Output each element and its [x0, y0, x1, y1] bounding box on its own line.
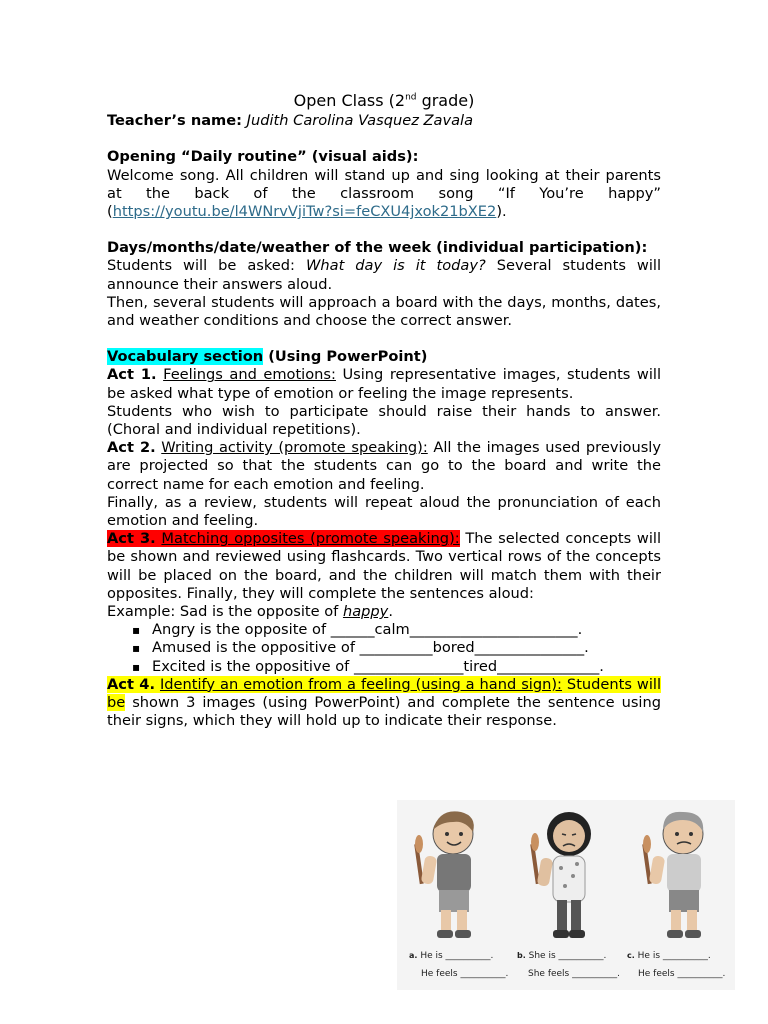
youtube-link[interactable]: https://youtu.be/l4WNrvVjiTw?si=feCXU4jxok21bXE2: [112, 203, 497, 221]
title-text: Open Class (2: [293, 91, 406, 110]
act1-title: Feelings and emotions:: [163, 366, 336, 384]
list-item: ▪ Angry is the opposite of ______calm_______________________.: [152, 621, 661, 639]
girl-sad-illustration: [525, 804, 613, 944]
worksheet-item-c-feels: He feels __________.: [638, 969, 726, 979]
worksheet-item-b: b. She is __________.: [517, 951, 607, 961]
days-paragraph-1: Students will be asked: What day is it today? Several students will announce their answers aloud.: [107, 257, 662, 293]
act4-paragraph: Act 4. Identify an emotion from a feeling (using a hand sign): Students will be shown 3 images (using PowerPoint) and complete the sentence using their signs, which they will hold up to indicate their response.: [107, 675, 662, 730]
act3-label: Act 3.: [107, 530, 156, 548]
opposites-list: [107, 621, 661, 676]
worksheet-item-a: a. He is __________.: [409, 951, 494, 961]
worksheet-item-b-feels: She feels __________.: [528, 969, 620, 979]
worksheet-item-a-feels: He feels __________.: [421, 969, 509, 979]
days-paragraph-2: Then, several students will approach a board with the days, months, dates, and weather conditions and choose the correct answer.: [107, 293, 661, 330]
list-item: ▪ Amused is the oppositive of __________bored_______________.: [152, 639, 661, 657]
act2-title: Writing activity (promote speaking):: [161, 439, 428, 457]
act2-paragraph: Act 2. Writing activity (promote speaking): All the images used previously are projected so that the students can go to the board and write the correct name for each emotion and feeling.: [107, 439, 661, 493]
boy-worried-illustration: [637, 804, 725, 944]
list-item: ▪ Excited is the oppositive of _______________tired______________.: [152, 658, 661, 676]
vocabulary-heading: Vocabulary section (Using PowerPoint): [107, 348, 428, 366]
opening-heading: Opening “Daily routine” (visual aids):: [107, 148, 419, 166]
page-title: [107, 92, 661, 110]
act3-title: Matching opposites (promote speaking):: [161, 530, 460, 548]
act1-paragraph: Act 1. Feelings and emotions: Using representative images, students will be asked what type of emotion or feeling the image represents.: [107, 366, 661, 402]
teacher-label: Teacher’s name:: [107, 112, 242, 130]
vocabulary-highlight: Vocabulary section: [107, 348, 264, 366]
act2-paragraph-2: Finally, as a review, students will repeat aloud the pronunciation of each emotion and feeling.: [107, 493, 661, 530]
example-line: Example: Sad is the opposite of happy.: [107, 603, 393, 621]
act3-paragraph: Act 3. Matching opposites (promote speaking): The selected concepts will be shown and reviewed using flashcards. Two vertical rows of the concepts will be placed on the board, and the children will match them with their opposites. Finally, they will complete the sentences aloud:: [107, 530, 661, 602]
act3-highlight: [107, 530, 460, 547]
emotions-worksheet-image: [397, 800, 735, 990]
act2-label: Act 2.: [107, 439, 156, 457]
days-heading: Days/months/date/weather of the week (individual participation):: [107, 239, 648, 257]
act1-paragraph-2: Students who wish to participate should raise their hands to answer. (Choral and individual repetitions).: [107, 402, 661, 439]
worksheet-item-c: c. He is __________.: [627, 951, 711, 961]
act1-label: Act 1.: [107, 366, 157, 384]
title-superscript: nd: [405, 92, 417, 103]
opening-paragraph: Welcome song. All children will stand up and sing looking at their parents at the back of the classroom song “If You’re happy” (https://youtu.be/l4WNrvVjiTw?si=feCXU4jxok21bXE2).: [107, 166, 661, 221]
act4-highlight: Act 4. Identify an emotion from a feeling (using a hand sign): Students will be: [107, 675, 662, 712]
boy-happy-illustration: [409, 804, 497, 944]
act4-title: Identify an emotion from a feeling (using a hand sign):: [159, 675, 562, 693]
teacher-name: Judith Carolina Vasquez Zavala: [246, 112, 474, 130]
act4-label: Act 4.: [107, 675, 156, 693]
teacher-line: [107, 112, 661, 130]
document-page: [107, 92, 661, 731]
example-word: happy: [342, 603, 389, 621]
title-text-end: grade): [416, 91, 475, 110]
